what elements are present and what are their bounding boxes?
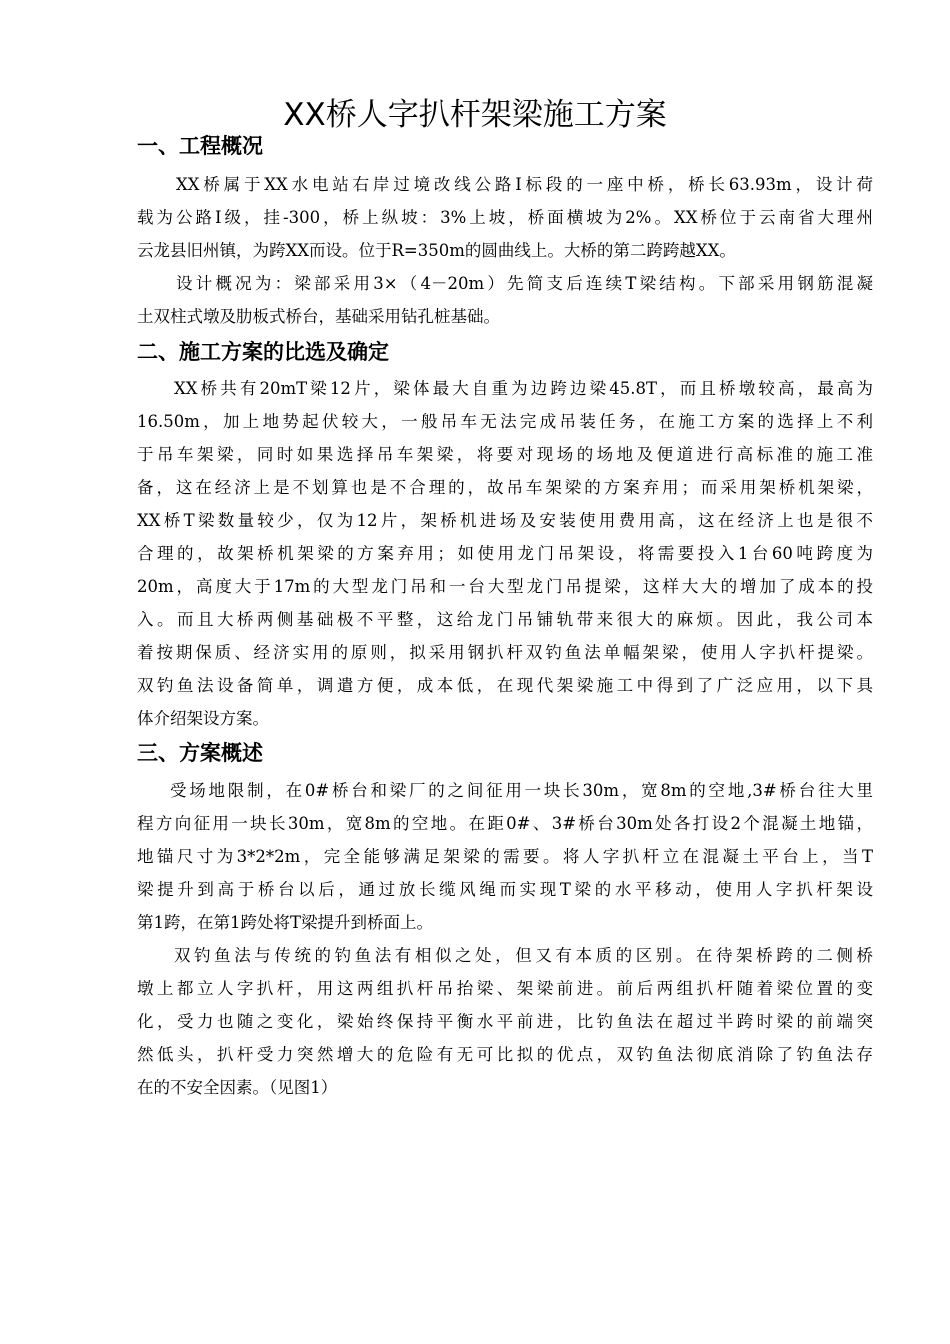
paragraph-line: XX桥共有20mT梁12片，梁体最大自重为边跨边梁45.8T，而且桥墩较高，最高为 bbox=[174, 379, 873, 398]
paragraph-line: 入。而且大桥两侧基础极不平整，这给龙门吊铺轨带来很大的麻烦。因此，我公司本 bbox=[137, 610, 873, 629]
paragraph-line: 着按期保质、经济实用的原则，拟采用钢扒杆双钓鱼法单幅架梁，使用人字扒杆提梁。 bbox=[137, 643, 873, 662]
paragraph-line: 地锚尺寸为3*2*2m，完全能够满足架梁的需要。将人字扒杆立在混凝土平台上，当T bbox=[137, 847, 873, 866]
paragraph-line: 墩上都立人字扒杆，用这两组扒杆吊抬梁、架梁前进。前后两组扒杆随着梁位置的变 bbox=[137, 979, 873, 998]
paragraph-line: 梁提升到高于桥台以后，通过放长缆风绳而实现T梁的水平移动，使用人字扒杆架设 bbox=[137, 880, 873, 899]
paragraph-line: 在的不安全因素。（见图1） bbox=[137, 1078, 338, 1097]
paragraph-line: 20m，高度大于17m的大型龙门吊和一台大型龙门吊提梁，这样大大的增加了成本的投 bbox=[137, 577, 873, 596]
paragraph-line: 受场地限制，在0#桥台和梁厂的之间征用一块长30m，宽8m的空地,3#桥台往大里 bbox=[170, 781, 873, 800]
paragraph-line: 合理的，故架桥机架梁的方案弃用；如使用龙门吊架设，将需要投入1台60吨跨度为 bbox=[137, 544, 873, 563]
paragraph-line: XX桥T梁数量较少，仅为12片，架桥机进场及安装使用费用高，这在经济上也是很不 bbox=[137, 511, 873, 530]
section-heading-2: 二、施工方案的比选及确定 bbox=[137, 340, 389, 364]
paragraph-line: 云龙县旧州镇，为跨XX而设。位于R=350m的圆曲线上。大桥的第二跨跨越XX。 bbox=[137, 241, 736, 260]
paragraph-line: 备，这在经济上是不划算也是不合理的，故吊车架梁的方案弃用；而采用架桥机架梁， bbox=[137, 478, 873, 497]
paragraph-line: 体介绍架设方案。 bbox=[137, 709, 269, 728]
paragraph-line: 双钓鱼法与传统的钓鱼法有相似之处，但又有本质的区别。在待架桥跨的二侧桥 bbox=[174, 946, 873, 965]
paragraph-line: 16.50m，加上地势起伏较大，一般吊车无法完成吊装任务，在施工方案的选择上不利 bbox=[137, 412, 873, 431]
paragraph-line: 土双柱式墩及肋板式桥台，基础采用钻孔桩基础。 bbox=[137, 307, 500, 326]
section-heading-3: 三、方案概述 bbox=[137, 741, 263, 765]
section-heading-1: 一、工程概况 bbox=[137, 134, 263, 158]
paragraph-line: 于吊车架梁，同时如果选择吊车架梁，将要对现场的场地及便道进行高标准的施工准 bbox=[137, 445, 873, 464]
document-title: XX桥人字扒杆架梁施工方案 bbox=[283, 97, 667, 133]
paragraph-line: 程方向征用一块长30m，宽8m的空地。在距0#、3#桥台30m处各打设2个混凝土地锚， bbox=[137, 814, 873, 833]
paragraph-line: 双钓鱼法设备简单，调遣方便，成本低，在现代架梁施工中得到了广泛应用，以下具 bbox=[137, 676, 873, 695]
paragraph-line: 化，受力也随之变化，梁始终保持平衡水平前进，比钓鱼法在超过半跨时梁的前端突 bbox=[137, 1012, 873, 1031]
paragraph-line: XX桥属于XX水电站右岸过境改线公路Ⅰ标段的一座中桥，桥长63.93m，设计荷 bbox=[176, 175, 873, 194]
paragraph-line: 载为公路Ⅰ级，挂-300，桥上纵坡：3%上坡，桥面横坡为2%。XX桥位于云南省大理州 bbox=[137, 208, 873, 227]
paragraph-line: 设计概况为：梁部采用3×（4－20m）先简支后连续T梁结构。下部采用钢筋混凝 bbox=[176, 274, 873, 293]
paragraph-line: 第1跨，在第1跨处将T梁提升到桥面上。 bbox=[137, 913, 434, 932]
paragraph-line: 然低头，扒杆受力突然增大的危险有无可比拟的优点，双钓鱼法彻底消除了钓鱼法存 bbox=[137, 1045, 873, 1064]
